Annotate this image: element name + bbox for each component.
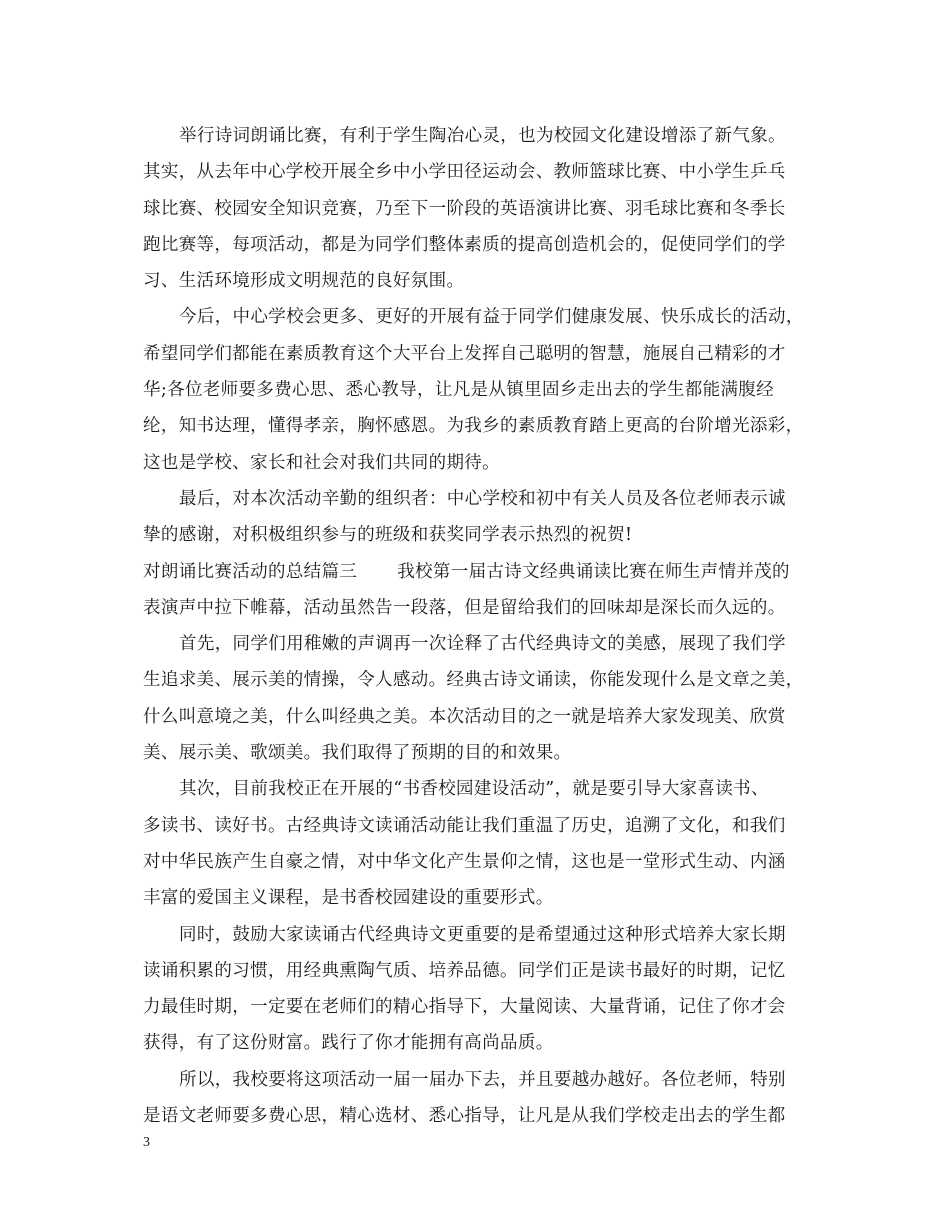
- line-text: 今后，中心学校会更多、更好的开展有益于同学们健康发展、快乐成长的活动，: [179, 307, 804, 328]
- text-line: [143, 481, 823, 517]
- line-text: 这也是学校、家长和社会对我们共同的期待。: [143, 452, 500, 473]
- line-text: 多读书、读好书。古经典诗文读诵活动能让我们重温了历史，追溯了文化，和我们: [143, 815, 786, 836]
- text-line: [143, 554, 823, 590]
- line-text: 首先，同学们用稚嫩的声调再一次诠释了古代经典诗文的美感，展现了我们学: [179, 634, 786, 655]
- text-line: [143, 154, 823, 190]
- text-line: [143, 917, 823, 953]
- line-text: 生追求美、展示美的情操，令人感动。经典古诗文诵读，你能发现什么是文章之美，: [143, 670, 804, 691]
- text-line: [143, 626, 823, 662]
- text-line: [143, 880, 823, 916]
- line-text: 纶，知书达理，懂得孝亲，胸怀感恩。为我乡的素质教育踏上更高的台阶增光添彩，: [143, 416, 804, 437]
- line-text: 球比赛、校园安全知识竞赛，乃至下一阶段的英语演讲比赛、羽毛球比赛和冬季长: [143, 198, 786, 219]
- line-text: 最后，对本次活动辛勤的组织者：中心学校和初中有关人员及各位老师表示诚: [179, 488, 786, 509]
- line-text: 华;各位老师要多费心思、悉心教导，让凡是从镇里固乡走出去的学生都能满腹经: [143, 380, 774, 401]
- text-line: [143, 118, 823, 154]
- text-line: [143, 662, 823, 698]
- line-text: 什么叫意境之美，什么叫经典之美。本次活动目的之一就是培养大家发现美、欣赏: [143, 706, 786, 727]
- line-text: 对中华民族产生自豪之情，对中华文化产生景仰之情，这也是一堂形式生动、内涵: [143, 851, 786, 872]
- text-line: [143, 227, 823, 263]
- text-line: [143, 735, 823, 771]
- text-line: [143, 445, 823, 481]
- text-line: [143, 699, 823, 735]
- line-text: 其实，从去年中心学校开展全乡中小学田径运动会、教师篮球比赛、中小学生乒乓: [143, 162, 786, 183]
- line-text: 读诵积累的习惯，用经典熏陶气质、培养品德。同学们正是读书最好的时期，记忆: [143, 960, 786, 981]
- line-text: 同时，鼓励大家读诵古代经典诗文更重要的是希望通过这种形式培养大家长期: [179, 924, 786, 945]
- text-line: [143, 517, 823, 553]
- text-line: [143, 191, 823, 227]
- text-line: [143, 808, 823, 844]
- line-text: 跑比赛等，每项活动，都是为同学们整体素质的提高创造机会的，促使同学们的学: [143, 234, 786, 255]
- text-line: [143, 408, 823, 444]
- text-line: [143, 844, 823, 880]
- text-line: [143, 1098, 823, 1134]
- line-text: 举行诗词朗诵比赛，有利于学生陶冶心灵，也为校园文化建设增添了新气象。: [179, 126, 786, 146]
- line-text: 希望同学们都能在素质教育这个大平台上发挥自己聪明的智慧，施展自己精彩的才: [143, 343, 786, 364]
- line-text: 丰富的爱国主义课程，是书香校园建设的重要形式。: [143, 888, 554, 909]
- text-line: [143, 1062, 823, 1098]
- page-number: 3: [143, 1135, 150, 1150]
- line-text: 是语文老师要多费心思，精心选材、悉心指导，让凡是从我们学校走出去的学生都: [143, 1106, 786, 1127]
- text-line: [143, 1025, 823, 1061]
- line-text: 我校第一届古诗文经典诵读比赛在师生声情并茂的: [397, 561, 790, 582]
- text-line: [143, 263, 823, 299]
- text-line: [143, 336, 823, 372]
- text-line: [143, 989, 823, 1025]
- line-text: 获得，有了这份财富。践行了你才能拥有高尚品质。: [143, 1033, 554, 1054]
- text-line: [143, 953, 823, 989]
- text-line: [143, 372, 823, 408]
- line-text: 习、生活环境形成文明规范的良好氛围。: [143, 271, 465, 292]
- line-text: 表演声中拉下帷幕，活动虽然告一段落，但是留给我们的回味却是深长而久远的。: [143, 597, 786, 618]
- text-line: [143, 771, 823, 807]
- document-body: [143, 118, 823, 1134]
- section-heading: 对朗诵比赛活动的总结篇三: [143, 561, 358, 582]
- line-text: 美、展示美、歌颂美。我们取得了预期的目的和效果。: [143, 743, 572, 764]
- line-text: 其次，目前我校正在开展的“书香校园建设活动”，就是要引导大家喜读书、: [179, 779, 769, 800]
- text-line: [143, 299, 823, 335]
- line-text: 挚的感谢，对积极组织参与的班级和获奖同学表示热烈的祝贺!: [143, 525, 633, 546]
- line-text: 力最佳时期，一定要在老师们的精心指导下，大量阅读、大量背诵，记住了你才会: [143, 997, 786, 1018]
- text-line: [143, 590, 823, 626]
- line-text: 所以，我校要将这项活动一届一届办下去，并且要越办越好。各位老师，特别: [179, 1069, 786, 1090]
